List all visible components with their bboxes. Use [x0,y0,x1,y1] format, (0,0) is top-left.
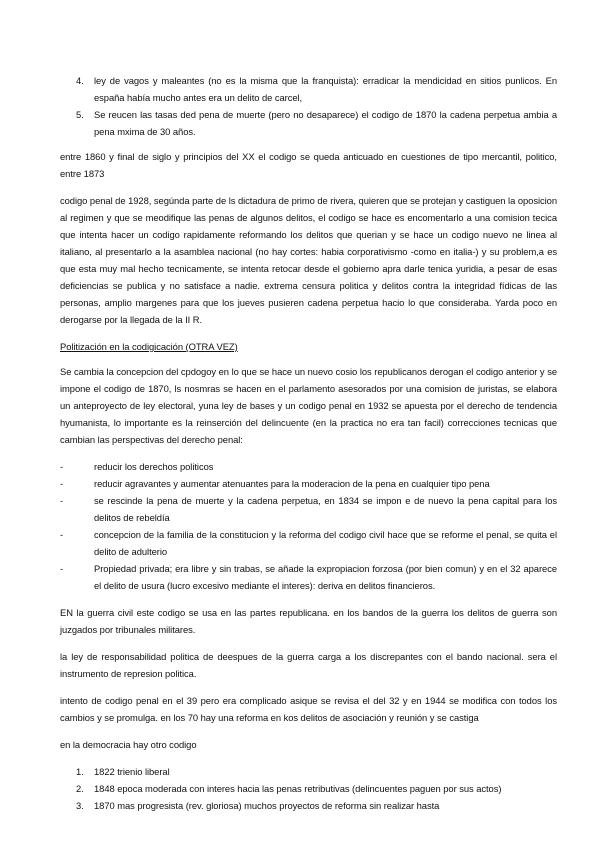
list-item-text: reducir agravantes y aumentar atenuantes para la moderacion de la pena en cualquier tipo pena [94,478,490,489]
list-item-text: Se reucen las tasas ded pena de muerte (pero no desaparece) el codigo de 1870 la cadena perpetua ambia a pena mxima de 30 años. [94,109,557,137]
list-number: 2. [76,783,84,794]
list-item-text: se rescinde la pena de muerte y la cadena perpetua, en 1834 se impon e de nuevo la pena capital para los delitos de rebeldía [94,495,557,523]
list-number: 3. [76,800,84,811]
dash-bullet-icon: - [60,529,64,540]
list-item-text: Propiedad privada; era libre y sin trabas, se añade la expropiacion forzosa (por bien comun) y en el 32 aparece el delito de usura (lucro excesivo mediante el interes): deriva en delitos financieros. [94,563,557,591]
list-item [60,72,557,106]
document-page [60,72,557,814]
list-number: 5. [76,109,84,120]
section-heading: Politización en la codigicación (OTRA VEZ) [60,341,238,352]
dash-bullet-icon: - [60,478,64,489]
list-item-text: reducir los derechos politicos [94,461,214,472]
numbered-list-bottom [60,763,557,814]
paragraph: Se cambia la concepcion del cpdogoy en lo que se hace un nuevo cosio los republicanos derogan el codigo anterior y se impone el codigo de 1870, ls nosmras se hacen en el parlamento asesorados por una comision de juristas, se elabora un anteproyecto de ley electoral, yuna ley de bases y un codigo penal en 1932 se apuesta por el derecho de tendencia hyumanista, lo importante es la reinserción del delincuente (en la practica no era tan facil) correcciones tecnicas que cambian las perspectivas del derecho penal: [60,366,557,445]
list-item-text: concepcion de la familia de la constitucion y la reforma del codigo civil hace que se reforme el penal, se quita el delito de adulterio [94,529,557,557]
list-number: 4. [76,75,84,86]
list-item [60,780,557,797]
paragraph: la ley de responsabilidad politica de deespues de la guerra carga a los discrepantes con el bando nacional. sera el instrumento de represion politica. [60,651,557,679]
list-item [60,106,557,140]
dash-bullet-icon: - [60,495,64,506]
paragraph: codigo penal de 1928, segúnda parte de ls dictadura de primo de rivera, quieren que se protejan y castiguen la oposicion al regimen y que se meodifique las penas de algunos delitos, el codigo se hace es encomentarlo a una comision tecica que intenta hacer un codigo rapidamente reformando los delitos que querian y se hace un codigo nuevo ne linea al italiano, al presentarlo a la asamblea nacional (no hay cortes: habia corporativismo -como en italia-) y su problem,a es que esta muy mal hecho tecnicamente, se intenta retocar desde el gobierno apra darle tenica yuridia, a pesar de esas deficiencias se publica y no satisface a nadie. extrema censura politica y delitos contra la integridad fídicas de las personas, amplio margenes para que los jueves pusieren cadena perpetua hacio lo que consideraba. Yarda poco en derogarse por la llegada de la II R. [60,195,557,325]
dash-bullet-icon: - [60,563,64,574]
list-item-text: 1870 mas progresista (rev. gloriosa) muchos proyectos de reforma sin realizar hasta [94,800,440,811]
paragraph: entre 1860 y final de siglo y principios del XX el codigo se queda anticuado en cuestiones de tipo mercantil, politico, entre 1873 [60,151,557,179]
list-item [60,560,557,594]
paragraph: en la democracia hay otro codigo [60,739,197,750]
numbered-list-top [60,72,557,140]
list-item-text: 1848 epoca moderada con interes hacia las penas retributivas (delincuentes paguen por sus actos) [94,783,502,794]
list-number: 1. [76,766,84,777]
dash-list [60,458,557,594]
list-item [60,797,557,814]
list-item [60,763,557,780]
list-item [60,492,557,526]
paragraph: intento de codigo penal en el 39 pero era complicado asique se revisa el del 32 y en 1944 se modifica con todos los cambios y se promulga. en los 70 hay una reforma en kos delitos de asociación y reunión y se castiga [60,695,557,723]
dash-bullet-icon: - [60,461,64,472]
paragraph: EN la guerra civil este codigo se usa en las partes republicana. en los bandos de la guerra los delitos de guerra son juzgados por tribunales militares. [60,607,557,635]
list-item [60,526,557,560]
list-item [60,475,557,492]
list-item-text: ley de vagos y maleantes (no es la misma que la franquista): erradicar la mendicidad en sitios punlicos. En españa había mucho antes era un delito de carcel, [94,75,557,103]
list-item-text: 1822 trienio liberal [94,766,170,777]
list-item [60,458,557,475]
